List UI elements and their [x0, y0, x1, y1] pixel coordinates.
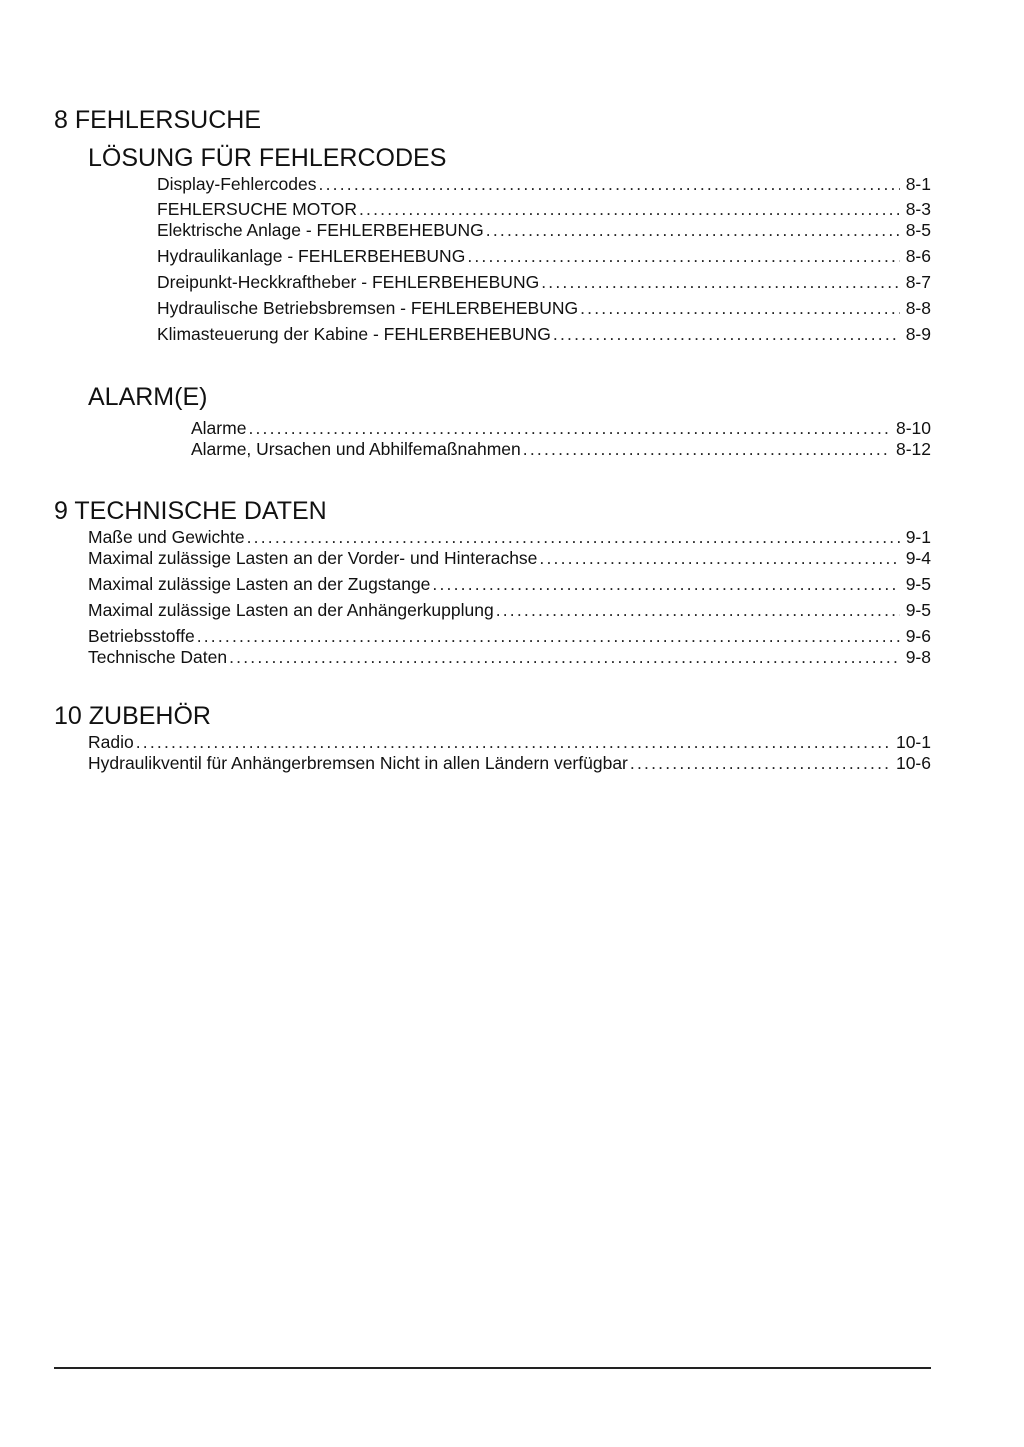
toc-entry-page: 8-7	[905, 272, 931, 292]
toc-entry-label: Display-Fehlercodes	[157, 174, 317, 194]
toc-entry-lasten-anhaengerkupplung[interactable]	[88, 598, 931, 620]
toc-entry-page: 9-5	[905, 574, 931, 594]
toc-entry-elektrische-anlage[interactable]	[157, 218, 931, 240]
toc-entry-page: 8-10	[895, 418, 931, 438]
toc-dot-leader	[197, 626, 900, 646]
toc-entry-label: Maximal zulässige Lasten an der Vorder- und Hinterachse	[88, 548, 538, 568]
toc-dot-leader	[523, 439, 890, 459]
toc-entry-page: 8-8	[905, 298, 931, 318]
toc-entry-page: 9-4	[905, 548, 931, 568]
toc-entry-label: Alarme, Ursachen und Abhilfemaßnahmen	[191, 439, 521, 459]
toc-entry-page: 9-8	[905, 647, 931, 667]
toc-entry-label: Betriebsstoffe	[88, 626, 195, 646]
toc-entry-page: 9-6	[905, 626, 931, 646]
toc-entry-page: 8-1	[905, 174, 931, 194]
toc-entry-alarme[interactable]	[191, 416, 931, 438]
toc-dot-leader	[319, 174, 900, 194]
toc-dot-leader	[486, 220, 900, 240]
toc-dot-leader	[541, 272, 900, 292]
toc-entry-alarme-ursachen[interactable]	[191, 437, 931, 459]
toc-entry-label: Hydraulische Betriebsbremsen - FEHLERBEHEBUNG	[157, 298, 579, 318]
toc-dot-leader	[136, 732, 890, 752]
toc-entry-hydraulikventil[interactable]	[88, 751, 931, 773]
subsection-loesung-heading: LÖSUNG FÜR FEHLERCODES	[88, 144, 447, 172]
toc-dot-leader	[539, 548, 899, 568]
toc-entry-page: 8-12	[895, 439, 931, 459]
toc-entry-label: Maximal zulässige Lasten an der Zugstange	[88, 574, 431, 594]
toc-entry-label: Alarme	[191, 418, 247, 438]
toc-entry-label: Klimasteuerung der Kabine - FEHLERBEHEBUNG	[157, 324, 551, 344]
toc-entry-lasten-zugstange[interactable]	[88, 572, 931, 594]
toc-dot-leader	[496, 600, 900, 620]
toc-entry-page: 9-5	[905, 600, 931, 620]
toc-dot-leader	[467, 246, 899, 266]
toc-dot-leader	[247, 527, 900, 547]
toc-entry-label: Hydraulikanlage - FEHLERBEHEBUNG	[157, 246, 466, 266]
toc-entry-page: 8-9	[905, 324, 931, 344]
toc-entry-display-fehlercodes[interactable]	[157, 172, 931, 194]
toc-entry-fehlersuche-motor[interactable]	[157, 197, 931, 219]
toc-dot-leader	[630, 753, 890, 773]
toc-entry-radio[interactable]	[88, 730, 931, 752]
toc-entry-page: 9-1	[905, 527, 931, 547]
toc-entry-betriebsstoffe[interactable]	[88, 624, 931, 646]
toc-dot-leader	[359, 199, 900, 219]
toc-entry-page: 10-1	[895, 732, 931, 752]
toc-dot-leader	[229, 647, 900, 667]
section-8-heading: 8 FEHLERSUCHE	[54, 106, 261, 134]
toc-entry-label: Maße und Gewichte	[88, 527, 245, 547]
section-9-heading: 9 TECHNISCHE DATEN	[54, 497, 327, 525]
toc-entry-masse-gewichte[interactable]	[88, 525, 931, 547]
toc-dot-leader	[553, 324, 900, 344]
toc-entry-label: Radio	[88, 732, 134, 752]
toc-entry-page: 8-3	[905, 199, 931, 219]
toc-entry-page: 8-5	[905, 220, 931, 240]
section-10-heading: 10 ZUBEHÖR	[54, 702, 211, 730]
toc-entry-lasten-achse[interactable]	[88, 546, 931, 568]
footer-rule	[54, 1367, 931, 1369]
toc-entry-hydraulikanlage[interactable]	[157, 244, 931, 266]
toc-entry-label: Elektrische Anlage - FEHLERBEHEBUNG	[157, 220, 484, 240]
toc-entry-klimasteuerung-kabine[interactable]	[157, 322, 931, 344]
toc-entry-dreipunkt-heckkraftheber[interactable]	[157, 270, 931, 292]
toc-entry-hydraulische-betriebsbremsen[interactable]	[157, 296, 931, 318]
toc-entry-label: Dreipunkt-Heckkraftheber - FEHLERBEHEBUNG	[157, 272, 540, 292]
toc-entry-label: Technische Daten	[88, 647, 228, 667]
subsection-alarm-heading: ALARM(E)	[88, 383, 208, 411]
toc-entry-label: Hydraulikventil für Anhängerbremsen Nicht in allen Ländern verfügbar	[88, 753, 628, 773]
toc-entry-technische-daten[interactable]	[88, 645, 931, 667]
toc-dot-leader	[432, 574, 899, 594]
toc-dot-leader	[248, 418, 890, 438]
toc-entry-page: 10-6	[895, 753, 931, 773]
toc-dot-leader	[580, 298, 900, 318]
toc-entry-page: 8-6	[905, 246, 931, 266]
toc-entry-label: Maximal zulässige Lasten an der Anhängerkupplung	[88, 600, 494, 620]
toc-entry-label: FEHLERSUCHE MOTOR	[157, 199, 357, 219]
